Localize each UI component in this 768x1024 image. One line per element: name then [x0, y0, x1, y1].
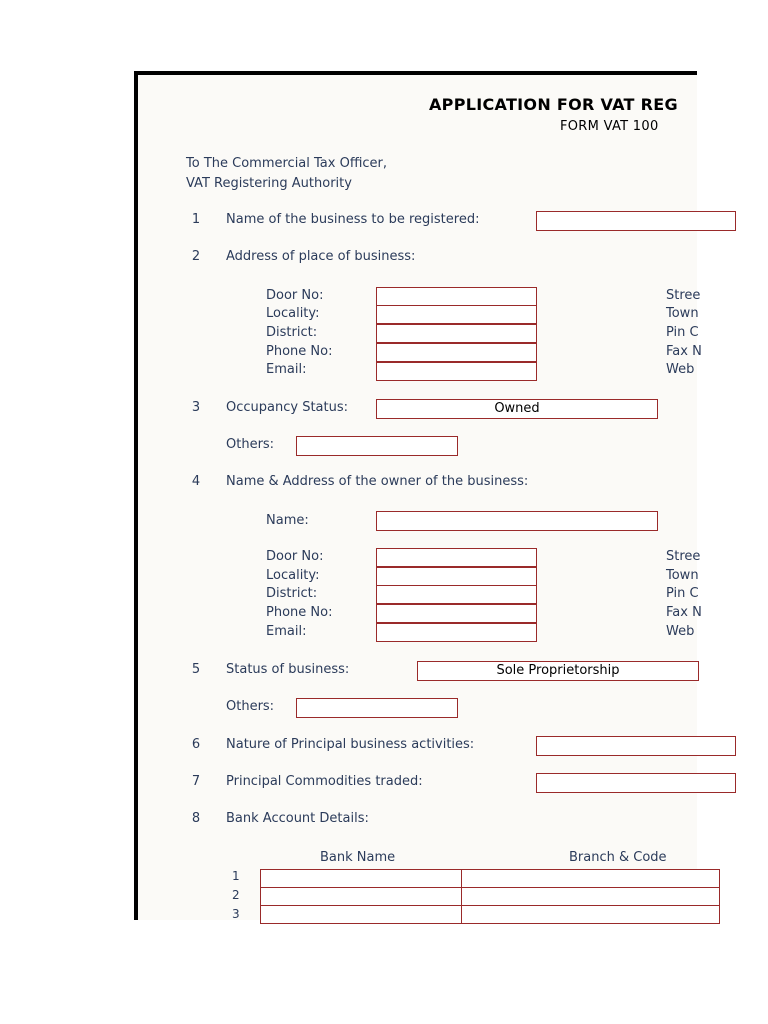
form-subtitle: FORM VAT 100	[560, 119, 659, 134]
item-8-number: 8	[191, 811, 201, 826]
bank-name-header: Bank Name	[320, 850, 396, 865]
occupancy-others-field[interactable]	[296, 436, 458, 456]
business-phone-label: Phone No:	[266, 344, 333, 359]
owner-name-field[interactable]	[376, 511, 658, 531]
owner-fax-label: Fax N	[666, 605, 702, 620]
form-title: APPLICATION FOR VAT REG	[429, 95, 678, 114]
bank-row-2-number: 2	[232, 888, 240, 902]
branch-code-cell[interactable]	[462, 888, 720, 906]
business-district-field[interactable]	[376, 324, 537, 343]
owner-web-label: Web	[666, 624, 695, 639]
addressee-line2: VAT Registering Authority	[186, 176, 352, 191]
owner-name-label: Name:	[266, 513, 309, 528]
owner-locality-label: Locality:	[266, 568, 320, 583]
business-district-label: District:	[266, 325, 318, 340]
item-7-label: Principal Commodities traded:	[226, 774, 423, 789]
owner-pin-label: Pin C	[666, 586, 699, 601]
business-pin-label: Pin C	[666, 325, 699, 340]
business-door-label: Door No:	[266, 288, 324, 303]
branch-code-header: Branch & Code	[569, 850, 667, 865]
form-sheet	[134, 71, 702, 921]
business-locality-label: Locality:	[266, 306, 320, 321]
bank-name-cell[interactable]	[261, 870, 462, 888]
item-6-number: 6	[191, 737, 201, 752]
item-1-number: 1	[191, 212, 201, 227]
owner-town-label: Town	[666, 568, 699, 583]
owner-email-field[interactable]	[376, 623, 537, 642]
item-8-label: Bank Account Details:	[226, 811, 369, 826]
item-4-label: Name & Address of the owner of the business:	[226, 474, 529, 489]
item-1-label: Name of the business to be registered:	[226, 212, 480, 227]
owner-district-label: District:	[266, 586, 318, 601]
owner-locality-field[interactable]	[376, 567, 537, 586]
business-status-select[interactable]: Sole Proprietorship	[417, 661, 699, 681]
owner-street-label: Stree	[666, 549, 701, 564]
occupancy-status-select[interactable]: Owned	[376, 399, 658, 419]
item-2-label: Address of place of business:	[226, 249, 416, 264]
occupancy-others-label: Others:	[226, 437, 275, 452]
owner-door-field[interactable]	[376, 548, 537, 567]
item-6-label: Nature of Principal business activities:	[226, 737, 475, 752]
business-fax-label: Fax N	[666, 344, 702, 359]
owner-door-label: Door No:	[266, 549, 324, 564]
business-web-label: Web	[666, 362, 695, 377]
item-5-label: Status of business:	[226, 662, 350, 677]
status-others-label: Others:	[226, 699, 275, 714]
table-row	[261, 888, 720, 906]
bank-name-cell[interactable]	[261, 906, 462, 924]
owner-email-label: Email:	[266, 624, 307, 639]
item-5-number: 5	[191, 662, 201, 677]
bank-row-3-number: 3	[232, 907, 240, 921]
business-activities-field[interactable]	[536, 736, 736, 756]
item-7-number: 7	[191, 774, 201, 789]
branch-code-cell[interactable]	[462, 870, 720, 888]
branch-code-cell[interactable]	[462, 906, 720, 924]
bank-row-1-number: 1	[232, 869, 240, 883]
business-email-label: Email:	[266, 362, 307, 377]
business-email-field[interactable]	[376, 362, 537, 381]
business-door-field[interactable]	[376, 287, 537, 306]
item-2-number: 2	[191, 249, 201, 264]
business-phone-field[interactable]	[376, 343, 537, 362]
business-town-label: Town	[666, 306, 699, 321]
status-others-field[interactable]	[296, 698, 458, 718]
bank-account-table	[260, 869, 720, 924]
item-4-number: 4	[191, 474, 201, 489]
table-row	[261, 870, 720, 888]
item-3-label: Occupancy Status:	[226, 400, 349, 415]
table-row	[261, 906, 720, 924]
bank-name-cell[interactable]	[261, 888, 462, 906]
item-3-number: 3	[191, 400, 201, 415]
business-street-label: Stree	[666, 288, 701, 303]
owner-district-field[interactable]	[376, 585, 537, 604]
owner-phone-field[interactable]	[376, 604, 537, 623]
owner-phone-label: Phone No:	[266, 605, 333, 620]
addressee-line1: To The Commercial Tax Officer,	[186, 156, 388, 171]
business-name-field[interactable]	[536, 211, 736, 231]
commodities-field[interactable]	[536, 773, 736, 793]
business-locality-field[interactable]	[376, 305, 537, 324]
